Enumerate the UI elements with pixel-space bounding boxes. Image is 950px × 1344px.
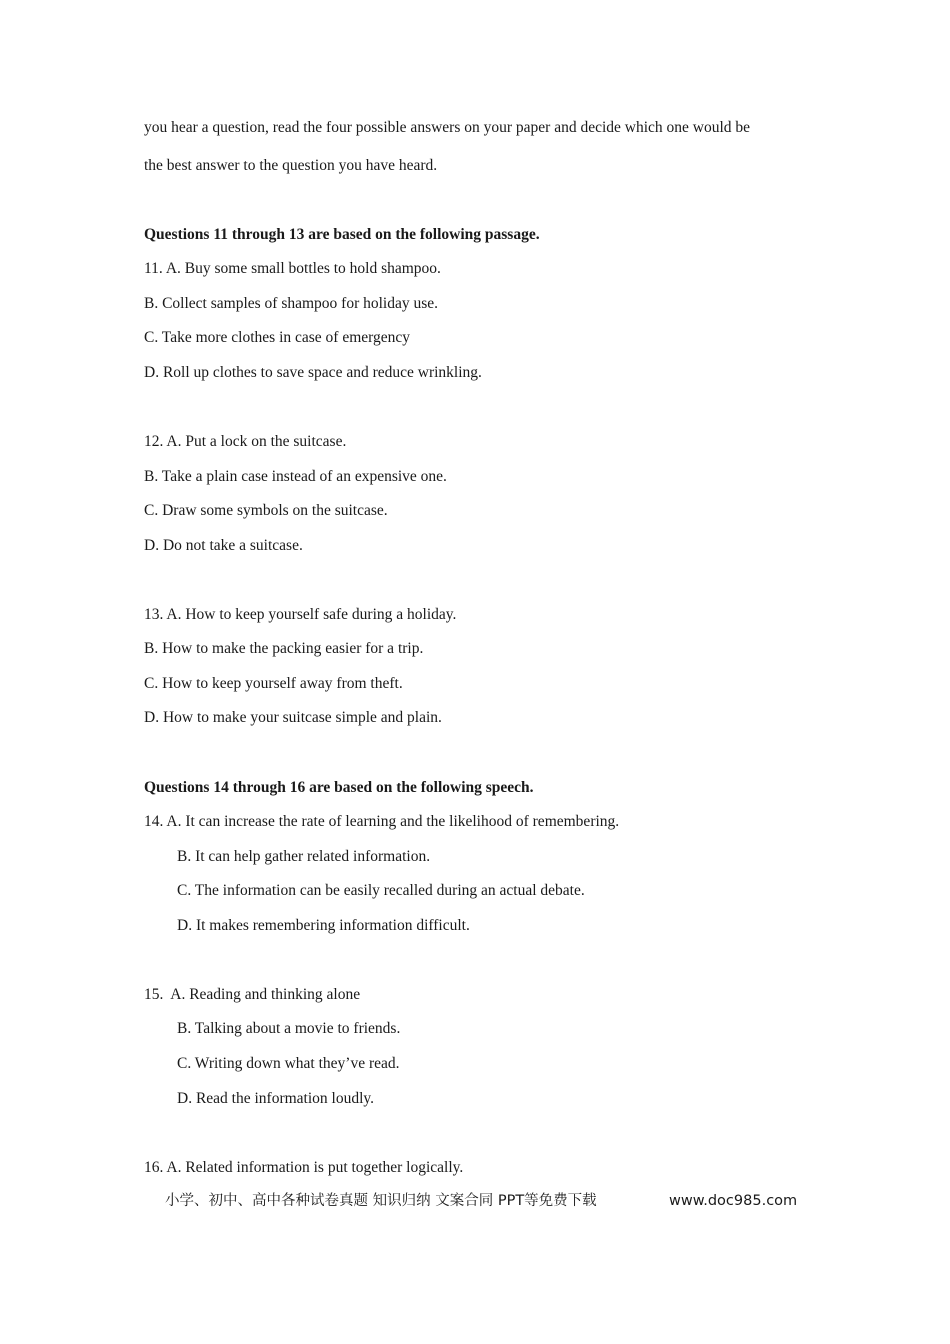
q14-option-a: 14. A. It can increase the rate of learning and the likelihood of remembering. xyxy=(144,813,620,830)
q12-option-c: C. Draw some symbols on the suitcase. xyxy=(144,502,388,519)
q13-option-a: 13. A. How to keep yourself safe during a holiday. xyxy=(144,606,457,623)
q15-option-c: C. Writing down what they’ve read. xyxy=(177,1055,400,1072)
q11-option-d: D. Roll up clothes to save space and reduce wrinkling. xyxy=(144,364,482,381)
q13-option-b: B. How to make the packing easier for a trip. xyxy=(144,640,424,657)
q14-option-c: C. The information can be easily recalled during an actual debate. xyxy=(177,882,585,899)
section-heading-14-16: Questions 14 through 16 are based on the following speech. xyxy=(144,779,534,796)
page-footer xyxy=(165,1191,798,1211)
q12-option-b: B. Take a plain case instead of an expensive one. xyxy=(144,468,447,485)
q15-option-d: D. Read the information loudly. xyxy=(177,1090,375,1107)
q11-option-c: C. Take more clothes in case of emergency xyxy=(144,329,411,346)
q11-option-a: 11. A. Buy some small bottles to hold shampoo. xyxy=(144,260,441,277)
q13-option-d: D. How to make your suitcase simple and plain. xyxy=(144,709,442,726)
section-heading-11-13: Questions 11 through 13 are based on the following passage. xyxy=(144,226,540,243)
q14-option-b: B. It can help gather related information. xyxy=(177,848,431,865)
footer-text: 小学、初中、高中各种试卷真题 知识归纳 文案合同 PPT等免费下载 xyxy=(165,1193,597,1209)
q15-option-b: B. Talking about a movie to friends. xyxy=(177,1020,401,1037)
q13-option-c: C. How to keep yourself away from theft. xyxy=(144,675,403,692)
q16-option-a: 16. A. Related information is put together logically. xyxy=(144,1159,464,1176)
q15-option-a: 15. A. Reading and thinking alone xyxy=(144,986,361,1003)
intro-line-2: the best answer to the question you have heard. xyxy=(144,157,438,174)
q12-option-d: D. Do not take a suitcase. xyxy=(144,537,303,554)
footer-site-link[interactable]: www.doc985.com xyxy=(669,1193,798,1209)
q14-option-d: D. It makes remembering information difficult. xyxy=(177,917,470,934)
intro-line-1: you hear a question, read the four possible answers on your paper and decide which one would be xyxy=(144,119,751,136)
q12-option-a: 12. A. Put a lock on the suitcase. xyxy=(144,433,347,450)
q11-option-b: B. Collect samples of shampoo for holiday use. xyxy=(144,295,439,312)
